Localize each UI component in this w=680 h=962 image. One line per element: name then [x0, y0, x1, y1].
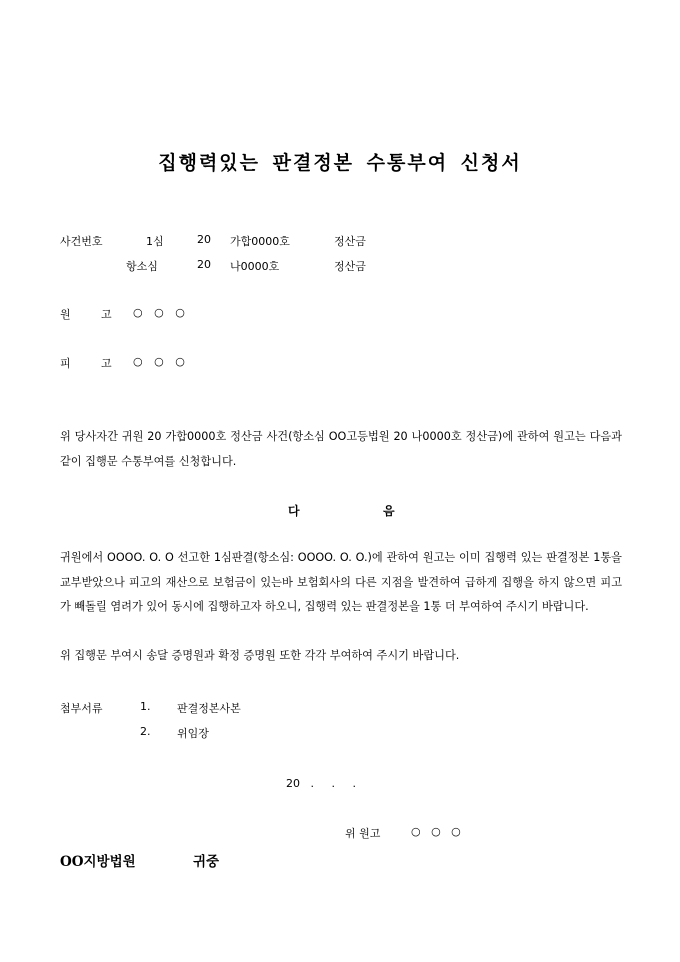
defendant-label-2: 고 — [101, 357, 112, 370]
case-number-2: 나0000호 — [230, 260, 280, 273]
attachment-num-1: 1. — [140, 700, 151, 713]
plaintiff-label-2: 고 — [101, 308, 112, 321]
attachment-num-2: 2. — [140, 725, 151, 738]
attachment-item-1: 판결정본사본 — [177, 702, 241, 715]
case-instance-2: 항소심 — [126, 260, 158, 273]
document-date: 20 . . . — [286, 777, 356, 790]
second-paragraph: 위 집행문 부여시 송달 증명원과 확정 증명원 또한 각각 부여하여 주시기 바랍니다. — [60, 649, 460, 662]
heading-left: 다 — [288, 504, 300, 518]
respect-suffix: 귀중 — [193, 854, 220, 870]
attachments-label: 첨부서류 — [60, 702, 103, 715]
case-name-2: 정산금 — [334, 260, 366, 273]
case-number-label: 사건번호 — [60, 235, 103, 248]
defendant-name: ○ ○ ○ — [133, 355, 185, 368]
defendant-label-1: 피 — [60, 357, 71, 370]
main-paragraph: 귀원에서 OOOO. O. O 선고한 1심판결(항소심: OOOO. O. O.)에 관하여 원고는 이미 집행력 있는 판결정본 1통을 교부받았으나 피고의 재산으로 보험금이 있는바 보험회사의 다른 지점을 발견하여 급하게 집행을 하지 않으면 피고가 빼돌릴 염려가 있어 동시에 집행하고자 하오니, 집행력 있는 판결정본을 1통 더 부여하여 주시기 바랍니다. — [60, 551, 622, 613]
intro-paragraph: 위 당사자간 귀원 20 가합0000호 정산금 사건(항소심 OO고등법원 20 나0000호 정산금)에 관하여 원고는 다음과 같이 집행문 수통부여를 신청합니다. — [60, 430, 622, 468]
signature-name: ○ ○ ○ — [411, 825, 461, 838]
heading-right: 음 — [383, 504, 395, 518]
document-title: 집행력있는 판결정본 수통부여 신청서 — [158, 152, 522, 174]
plaintiff-name: ○ ○ ○ — [133, 306, 185, 319]
case-year-1: 20 — [197, 233, 211, 246]
plaintiff-label-1: 원 — [60, 308, 71, 321]
attachment-item-2: 위임장 — [177, 727, 209, 740]
case-instance-1: 1심 — [146, 235, 164, 248]
case-number-1: 가합0000호 — [230, 235, 290, 248]
case-name-1: 정산금 — [334, 235, 366, 248]
signature-label: 위 원고 — [345, 827, 381, 840]
case-year-2: 20 — [197, 258, 211, 271]
court-name: OO지방법원 — [60, 854, 136, 870]
